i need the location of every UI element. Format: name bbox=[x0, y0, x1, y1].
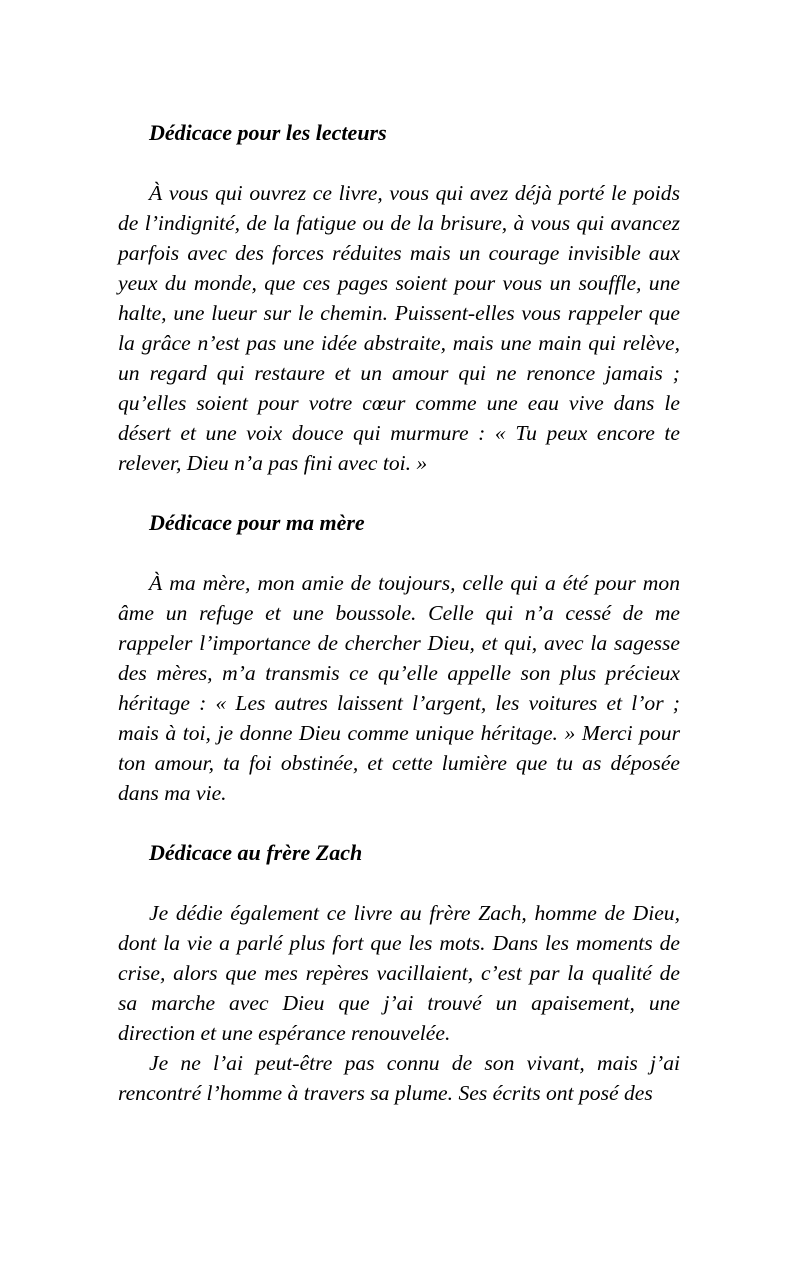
spacer bbox=[118, 478, 680, 508]
paragraph-dedication-readers: À vous qui ouvrez ce livre, vous qui avez déjà porté le poids de l’indignité, de la fatigue ou de la brisure, à vous qui avancez parfois avec des forces réduites mais un courage invisible aux yeux du monde, que ces pages soient pour vous un souffle, une halte, une lueur sur le chemin. Puissent-elles vous rappeler que la grâce n’est pas une idée abstraite, mais une main qui relève, un regard qui restaure et un amour qui ne renonce jamais ; qu’elles soient pour votre cœur comme une eau vive dans le désert et une voix douce qui murmure : « Tu peux encore te relever, Dieu n’a pas fini avec toi. » bbox=[118, 181, 680, 475]
spacer bbox=[118, 538, 680, 568]
paragraph-dedication-zach-1: Je dédie également ce livre au frère Zach, homme de Dieu, dont la vie a parlé plus fort que les mots. Dans les moments de crise, alors que mes repères vacillaient, c’est par la qualité de sa marche avec Dieu que j’ai trouvé un apaisement, une direction et une espérance renouvelée. bbox=[118, 901, 680, 1045]
spacer bbox=[118, 148, 680, 178]
paragraph-dedication-mother: À ma mère, mon amie de toujours, celle qui a été pour mon âme un refuge et une boussole. Celle qui n’a cessé de me rappeler l’importance de chercher Dieu, et qui, avec la sagesse des mères, m’a transmis ce qu’elle appelle son plus précieux héritage : « Les autres laissent l’argent, les voitures et l’or ; mais à toi, je donne Dieu comme unique héritage. » Merci pour ton amour, ta foi obstinée, et cette lumière que tu as déposée dans ma vie. bbox=[118, 571, 680, 805]
spacer bbox=[118, 808, 680, 838]
paragraph-dedication-zach-2: Je ne l’ai peut-être pas connu de son vivant, mais j’ai rencontré l’homme à travers sa plume. Ses écrits ont posé des bbox=[118, 1051, 680, 1105]
heading-dedication-readers: Dédicace pour les lecteurs bbox=[149, 120, 387, 145]
text-column bbox=[118, 118, 680, 1108]
spacer bbox=[118, 868, 680, 898]
heading-dedication-mother: Dédicace pour ma mère bbox=[149, 510, 365, 535]
heading-dedication-zach: Dédicace au frère Zach bbox=[149, 840, 363, 865]
